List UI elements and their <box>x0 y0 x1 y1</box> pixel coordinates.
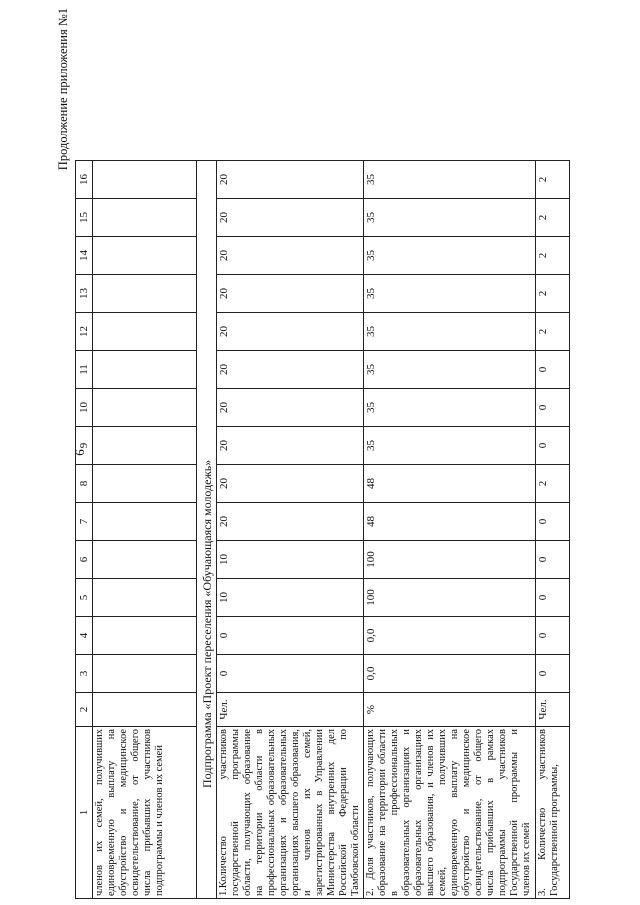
value-cell: 20 <box>217 427 364 465</box>
value-cell: 20 <box>217 503 364 541</box>
column-number: 16 <box>76 161 93 199</box>
column-number: 3 <box>76 655 93 693</box>
value-cell: 35 <box>364 161 536 199</box>
table-row <box>364 161 536 899</box>
value-cell: 100 <box>364 541 536 579</box>
column-number: 13 <box>76 275 93 313</box>
value-cell: 0 <box>217 617 364 655</box>
value-cell: 35 <box>364 275 536 313</box>
continuation-label: Продолжение приложения №1 <box>56 8 70 171</box>
table-row <box>93 161 197 899</box>
value-cell: 35 <box>364 389 536 427</box>
value-cell: 0 <box>536 617 570 655</box>
column-number: 12 <box>76 313 93 351</box>
value-cell: 20 <box>217 237 364 275</box>
column-number: 10 <box>76 389 93 427</box>
value-cell: 20 <box>217 275 364 313</box>
indicator-description: 3. Количество участников Государственной программы, <box>536 727 570 899</box>
value-cell: 100 <box>364 579 536 617</box>
value-cell: 0 <box>536 503 570 541</box>
column-number: 14 <box>76 237 93 275</box>
column-number: 15 <box>76 199 93 237</box>
table-row <box>217 161 364 899</box>
value-cell: 2 <box>536 275 570 313</box>
indicator-description: 2. Доля участников, получающих образование на территории области в профессиональных образовательных организациях и образовательных организациях высшего образования, и членов их семей, получивших единовременную выплату на обустройство и медицинское освидетельствование, от общего числа прибывших в рамках подпрограммы участников Государственной программы и членов их семей <box>364 727 536 899</box>
column-number: 11 <box>76 351 93 389</box>
value-cell: 20 <box>217 389 364 427</box>
unit-cell: Чел. <box>536 693 570 727</box>
unit-cell: % <box>364 693 536 727</box>
value-cell: 20 <box>217 161 364 199</box>
indicator-description: 1.Количество участников государственной программы области, получающих образование на территории области в профессиональных образовательных организациях и образовательных организациях высшего образования, и членов их семей, зарегистрированных в Управлении Министерства внутренних дел Российской Федерации по Тамбовской области <box>217 727 364 899</box>
column-number: 9 <box>76 427 93 465</box>
value-cell: 2 <box>536 161 570 199</box>
value-cell: 20 <box>217 351 364 389</box>
value-cell: 2 <box>536 313 570 351</box>
indicators-table <box>75 160 570 899</box>
unit-cell: Чел. <box>217 693 364 727</box>
value-cell: 2 <box>536 237 570 275</box>
column-number: 2 <box>76 693 93 727</box>
value-cell: 20 <box>217 465 364 503</box>
value-cell: 0 <box>536 541 570 579</box>
value-cell: 0 <box>536 389 570 427</box>
value-cell: 0,0 <box>364 655 536 693</box>
value-cell: 35 <box>364 351 536 389</box>
indicator-description: членов их семей, получивших единовременную выплату на обустройство и медицинское освидетельствование, от общего числа прибывших участников подпрограммы и членов их семей <box>93 727 197 899</box>
column-number: 8 <box>76 465 93 503</box>
value-cell: 0 <box>536 427 570 465</box>
page-number: 6 <box>72 449 87 456</box>
column-number: 4 <box>76 617 93 655</box>
value-cell: 2 <box>536 465 570 503</box>
table-row <box>536 161 570 899</box>
column-number: 7 <box>76 503 93 541</box>
subprogram-title: Подпрограмма «Проект переселения «Обучающаяся молодежь» <box>197 161 217 899</box>
column-number-row <box>76 161 93 899</box>
value-cell: 10 <box>217 541 364 579</box>
value-cell: 35 <box>364 313 536 351</box>
value-cell: 35 <box>364 427 536 465</box>
column-number: 1 <box>76 727 93 899</box>
value-cell: 0 <box>536 579 570 617</box>
value-cell: 20 <box>217 199 364 237</box>
subprogram-row <box>197 161 217 899</box>
value-cell: 35 <box>364 199 536 237</box>
value-cell: 10 <box>217 579 364 617</box>
column-number: 6 <box>76 541 93 579</box>
value-cell: 48 <box>364 465 536 503</box>
value-cell: 0 <box>536 655 570 693</box>
column-number: 5 <box>76 579 93 617</box>
value-cell: 48 <box>364 503 536 541</box>
value-cell: 0,0 <box>364 617 536 655</box>
value-cell: 35 <box>364 237 536 275</box>
value-cell: 0 <box>536 351 570 389</box>
value-cell: 0 <box>217 655 364 693</box>
value-cell: 2 <box>536 199 570 237</box>
value-cell: 20 <box>217 313 364 351</box>
